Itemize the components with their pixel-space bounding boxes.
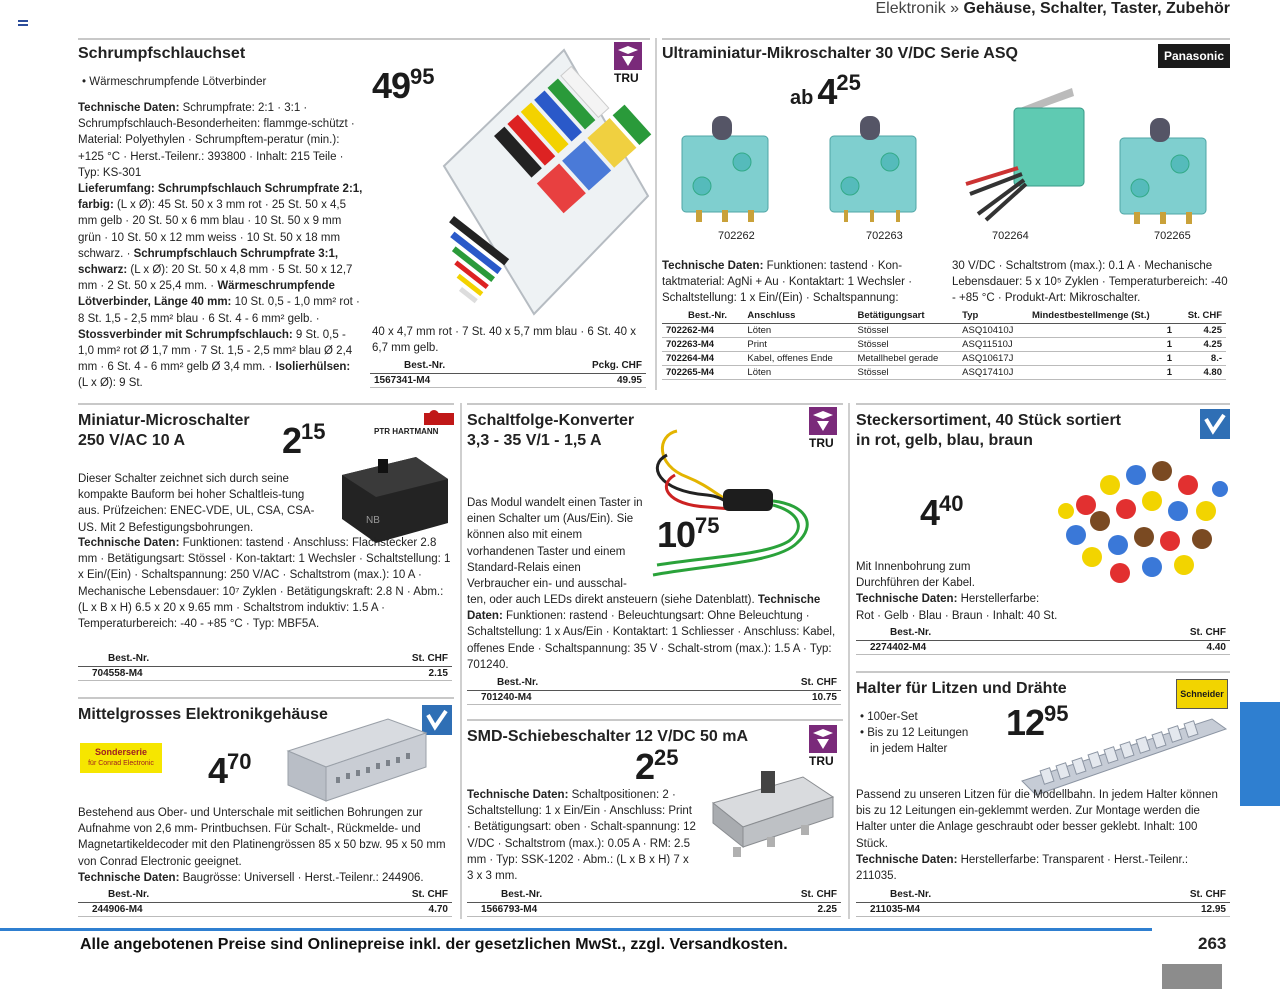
badge-subtitle: für Conrad Electronic: [88, 760, 154, 767]
ptr-hartmann-logo: [374, 409, 454, 439]
product-card-steckersortiment: [856, 403, 1230, 659]
article-number: 702263-M4: [662, 338, 743, 352]
min-order: 1: [1028, 352, 1176, 366]
part-label: 702265: [1154, 230, 1191, 242]
table-row[interactable]: [662, 366, 1226, 380]
switch-702263-image: [824, 106, 924, 226]
table-header: Best.-Nr.: [370, 358, 529, 374]
actuator: Metallhebel gerade: [853, 352, 958, 366]
unit-price: 4.40: [1096, 641, 1230, 655]
breadcrumb-parent[interactable]: Elektronik »: [875, 0, 960, 17]
page-tab: [1162, 964, 1222, 989]
unit-price: 4.70: [314, 903, 452, 917]
price: 470: [208, 749, 252, 791]
enclosure-image: [284, 711, 430, 805]
min-order: 1: [1028, 366, 1176, 380]
article-number: 702264-M4: [662, 352, 743, 366]
table-header: Pckg. CHF: [529, 358, 646, 374]
actuator: Stössel: [853, 366, 958, 380]
type: ASQ11510J: [958, 338, 1028, 352]
table-row[interactable]: [662, 338, 1226, 352]
page-number: 263: [1198, 934, 1227, 953]
table-row[interactable]: [78, 903, 452, 917]
type: ASQ17410J: [958, 366, 1028, 380]
technical-data: Technische Daten: Schaltpositionen: 2 · Schaltstellung: 1 x Ein/Ein · Anschluss: Print · Betätigungsart: oben · Schalt-spannung: 12 V/DC · Schaltstrom (max.): 0.05 A · RM: 2.5 mm · Typ: SSK-1202 · Abm.: (L x B x H) 7 x 3 x 3 mm.: [467, 789, 696, 883]
table-header: Best.-Nr.: [662, 308, 743, 324]
microswitch-image: [332, 445, 454, 545]
technical-data: Technische Daten: Funktionen: tastend · Anschluss: Flachstecker 2.8 mm · Betätigungsart: Stössel · Kon-taktart: 1 Wechsler · Schaltstellung: 1 x Ein/(Ein) · Schaltspannung: 250 V/AC · Schaltstrom (max.): 10 A · Mechanische Lebensdauer: 10⁷ Zyklen · Betätigungskraft: 2.8 N · Abm.: (L x B x H) 6.5 x 20 x 9.65 mm · Schaltstrom induktiv: 1.5 A · Temperaturbereich: -40 - +85 °C · Typ: MBF5A.: [78, 537, 451, 631]
corner-mark: [18, 20, 28, 26]
table-row[interactable]: [856, 903, 1230, 917]
connection: Löten: [743, 366, 853, 380]
table-header: Anschluss: [743, 308, 853, 324]
product-title: Steckersortiment, 40 Stück sortiert: [856, 412, 1121, 429]
price: 440: [920, 491, 964, 533]
viessmann-check-icon: [1200, 409, 1230, 439]
type: ASQ10617J: [958, 352, 1028, 366]
product-subtitle: 250 V/AC 10 A: [78, 432, 186, 449]
svg-text:TRU: TRU: [809, 436, 834, 449]
price: 1075: [657, 513, 720, 555]
table-row[interactable]: [370, 374, 646, 388]
product-description: Dieser Schalter zeichnet sich durch seine kompakte Bauform bei hoher Schaltleis-tung aus. Prüfzeichen: ENEC-VDE, UL, CSA, CSA-US. Mit 2 Befestigungsbohrungen.: [78, 473, 315, 534]
order-table: [856, 625, 1230, 655]
breadcrumb-current: Gehäuse, Schalter, Taster, Zubehör: [963, 0, 1230, 17]
column-divider: [848, 403, 850, 919]
table-header: St. CHF: [1176, 308, 1226, 324]
unit-price: 4.25: [1176, 338, 1226, 352]
actuator: Stössel: [853, 324, 958, 338]
table-header: Mindestbestellmenge (St.): [1028, 308, 1176, 324]
svg-text:NB: NB: [366, 515, 380, 526]
sonderserie-badge: [80, 743, 162, 773]
article-number: 1567341-M4: [370, 374, 529, 388]
footer-divider: [0, 928, 1152, 931]
product-card-smd-schiebeschalter: [467, 719, 843, 919]
article-number: 211035-M4: [856, 903, 1096, 917]
table-header: Best.-Nr.: [78, 651, 314, 667]
product-card-schrumpfschlauchset: [78, 38, 650, 394]
panasonic-logo: Panasonic: [1158, 44, 1230, 68]
product-card-schaltfolge-konverter: [467, 403, 843, 709]
table-row[interactable]: [78, 667, 452, 681]
min-order: 1: [1028, 324, 1176, 338]
svg-text:TRU: TRU: [614, 71, 639, 84]
unit-price: 4.25: [1176, 324, 1226, 338]
part-label: 702263: [866, 230, 903, 242]
schneider-logo: Schneider: [1176, 679, 1228, 709]
order-table: [856, 887, 1230, 917]
connection: Print: [743, 338, 853, 352]
unit-price: 49.95: [529, 374, 646, 388]
converter-module-image: [647, 425, 817, 585]
product-description: Technische Daten: Funktionen: tastend · Kon-taktmaterial: AgNi + Au · Kontaktart: 1 Wechsler · Schaltstellung: 1 x Ein/(Ein) · Schaltspannung:: [662, 260, 913, 305]
product-title: Ultraminiatur-Mikroschalter 30 V/DC Serie ASQ: [662, 45, 1018, 62]
table-header: St. CHF: [703, 675, 841, 691]
product-caption: 40 x 4,7 mm rot · 7 St. 40 x 5,7 mm blau · 6 St. 40 x 6,7 mm gelb.: [372, 326, 636, 355]
product-card-halter-litzen: [856, 671, 1230, 919]
article-number: 1566793-M4: [467, 903, 707, 917]
table-header: St. CHF: [1096, 887, 1230, 903]
product-card-asq-microswitch: [662, 38, 1230, 394]
connection: Löten: [743, 324, 853, 338]
table-header: St. CHF: [314, 651, 452, 667]
article-number: 244906-M4: [78, 903, 314, 917]
unit-price: 12.95: [1096, 903, 1230, 917]
viessmann-logo: [1200, 409, 1230, 439]
tru-components-logo: [809, 725, 843, 767]
table-row[interactable]: [467, 903, 841, 917]
product-description: Technische Daten: Schrumpfrate: 2:1 · 3:1 · Schrumpfschlauch-Besonderheiten: flammge-schützt · Material: Polyethylen · Schrumpftem-peratur (min.): +125 °C · Herst.-Teilenr.: 393800 · Inhalt: 215 Teile · Typ: KS-301 Lieferumfang: Schrumpfschlauch Schrumpfrate 2:1, farbig: (L x Ø): 45 St. 50 x 3 mm rot · 25 St. 50 x 4,5 mm gelb · 20 St. 50 x 6 mm blau · 10 St. 50 x 9 mm grün · 10 St. 50 x 12 mm weiss · 10 St. 50 x 18 mm schwarz. · Schrumpfschlauch Schrumpfrate 3:1, schwarz: (L x Ø): 20 St. 50 x 4,8 mm · 5 St. 50 x 12,7 mm · 2 St. 50 x 25,4 mm. · Wärmeschrumpfende Lötverbinder, Länge 40 mm: 10 St. 0,5 - 1,0 mm² rot · 8 St. 1,5 - 2,5 mm² blau · 6 St. 4 - 6 mm² gelb. · Stossverbinder mit Schrumpfschlauch: 9 St. 0,5 - 1,0 mm² rot Ø 1,7 mm · 7 St. 1,5 - 2,5 mm² blau Ø 2,4 mm · 6 St. 4 - 6 mm² gelb Ø 3,4 mm. · Isolierhülsen: (L x Ø): 9 St.: [78, 102, 363, 390]
table-row[interactable]: [856, 641, 1230, 655]
product-title: Halter für Litzen und Drähte: [856, 680, 1067, 697]
order-table: [662, 308, 1226, 380]
unit-price: 8.-: [1176, 352, 1226, 366]
price: ab 425: [790, 70, 861, 112]
article-number: 704558-M4: [78, 667, 314, 681]
feature-bullet: • Bis zu 12 Leitungen: [860, 727, 969, 739]
type: ASQ10410J: [958, 324, 1028, 338]
feature-bullet: in jedem Halter: [870, 743, 948, 755]
product-description: Passend zu unseren Litzen für die Modellbahn. In jedem Halter können bis zu 12 Leitungen ein-geklemmt werden. Zur Montage werden die Halter unter die Anlage geschraubt oder besser geklebt. Inhalt: 100 Stück. Technische Daten: Herstellerfarbe: Transparent · Herst.-Teilenr.: 211035.: [856, 789, 1218, 883]
feature-bullet: • Wärmeschrumpfende Lötverbinder: [82, 76, 267, 88]
product-title: SMD-Schiebeschalter 12 V/DC 50 mA: [467, 728, 748, 745]
connection: Kabel, offenes Ende: [743, 352, 853, 366]
product-title: Schrumpfschlauchset: [78, 45, 246, 62]
shrink-tube-kit-image: [434, 46, 652, 318]
actuator: Stössel: [853, 338, 958, 352]
product-description: Mit Innenbohrung zum Durchführen der Kabel. Technische Daten: Herstellerfarbe: Rot · Gelb · Blau · Braun · Inhalt: 40 St.: [856, 561, 1058, 622]
unit-price: 2.15: [314, 667, 452, 681]
article-number: 2274402-M4: [856, 641, 1096, 655]
feature-bullet: • 100er-Set: [860, 711, 918, 723]
article-number: 702265-M4: [662, 366, 743, 380]
part-label: 702262: [718, 230, 755, 242]
product-subtitle: in rot, gelb, blau, braun: [856, 432, 1033, 449]
price: 1295: [1006, 701, 1069, 743]
table-row[interactable]: [662, 324, 1226, 338]
product-description: Bestehend aus Ober- und Unterschale mit seitlichen Bohrungen zur Aufnahme von 2,6 mm- Printbuchsen. Für Schalt-, Rückmelde- und Magnetartikeldecoder mit den Platinengrössen 85 x 50 bzw. 95 x 50 mm von Conrad Electronic geeignet. Technische Daten: Baugrösse: Universell · Herst.-Teilenr.: 244906.: [78, 807, 446, 884]
table-header: Best.-Nr.: [78, 887, 314, 903]
price: 225: [635, 745, 679, 787]
section-tab[interactable]: [1240, 702, 1280, 806]
hartmann-mark-icon: [424, 409, 454, 425]
unit-price: 10.75: [703, 691, 841, 705]
technical-data: ten, oder auch LEDs direkt ansteuern (siehe Datenblatt). Technische Daten: Funktionen: rastend · Beleuchtungsart: Ohne Beleuchtung · Schaltstellung: 1 x Aus/Ein · Kontaktart: 1 Schliesser · Anschluss: Kabel, offenes Ende · Schaltspannung: 35 V · Schalt-strom (max.): 1.5 A · Typ: 701240.: [467, 594, 836, 671]
column-divider: [460, 403, 462, 919]
order-table: [467, 675, 841, 705]
product-title: Schaltfolge-Konverter: [467, 412, 635, 429]
order-table: [78, 651, 452, 681]
brand-name: PTR HARTMANN: [374, 427, 439, 436]
order-table: [78, 887, 452, 917]
article-number: 701240-M4: [467, 691, 703, 705]
product-card-elektronikgehaeuse: [78, 697, 454, 919]
badge-title: Sonderserie: [94, 747, 148, 757]
article-number: 702262-M4: [662, 324, 743, 338]
table-header: St. CHF: [1096, 625, 1230, 641]
table-row[interactable]: [467, 691, 841, 705]
order-table: [467, 887, 841, 917]
table-header: Typ: [958, 308, 1028, 324]
switch-702265-image: [1114, 108, 1214, 228]
price: 215: [282, 419, 326, 461]
product-title: Mittelgrosses Elektronikgehäuse: [78, 706, 328, 723]
order-table: [370, 358, 646, 388]
min-order: 1: [1028, 338, 1176, 352]
product-card-microschalter: [78, 403, 454, 685]
table-header: Best.-Nr.: [856, 887, 1096, 903]
slide-switch-image: [703, 763, 837, 859]
product-subtitle: 3,3 - 35 V/1 - 1,5 A: [467, 432, 602, 449]
table-header: St. CHF: [707, 887, 841, 903]
table-header: Best.-Nr.: [467, 675, 703, 691]
table-row[interactable]: [662, 352, 1226, 366]
table-header: Best.-Nr.: [856, 625, 1096, 641]
table-header: Best.-Nr.: [467, 887, 707, 903]
price-disclaimer: Alle angebotenen Preise sind Onlinepreise inkl. der gesetzlichen MwSt., zzgl. Versandkosten.: [80, 936, 788, 953]
switch-702264-image: [960, 84, 1090, 224]
switch-702262-image: [676, 106, 776, 226]
product-description: Das Modul wandelt einen Taster in einen Schalter um (Aus/Ein). Sie können also mit einem vorhandenen Taster und einem Standard-Relais einen Verbraucher ein- und ausschal-: [467, 497, 643, 591]
price: 4995: [372, 64, 435, 106]
svg-text:TRU: TRU: [809, 754, 834, 767]
unit-price: 2.25: [707, 903, 841, 917]
column-divider: [655, 38, 657, 390]
unit-price: 4.80: [1176, 366, 1226, 380]
part-label: 702264: [992, 230, 1029, 242]
product-title: Miniatur-Microschalter: [78, 412, 250, 429]
table-header: Betätigungsart: [853, 308, 958, 324]
product-description-cont: 30 V/DC · Schaltstrom (max.): 0.1 A · Mechanische Lebensdauer: 5 x 10⁵ Zyklen · Temperaturbereich: -40 - +85 °C · Produkt-Art: Mikroschalter.: [952, 260, 1228, 305]
breadcrumb: [875, 0, 1230, 18]
table-header: St. CHF: [314, 887, 452, 903]
